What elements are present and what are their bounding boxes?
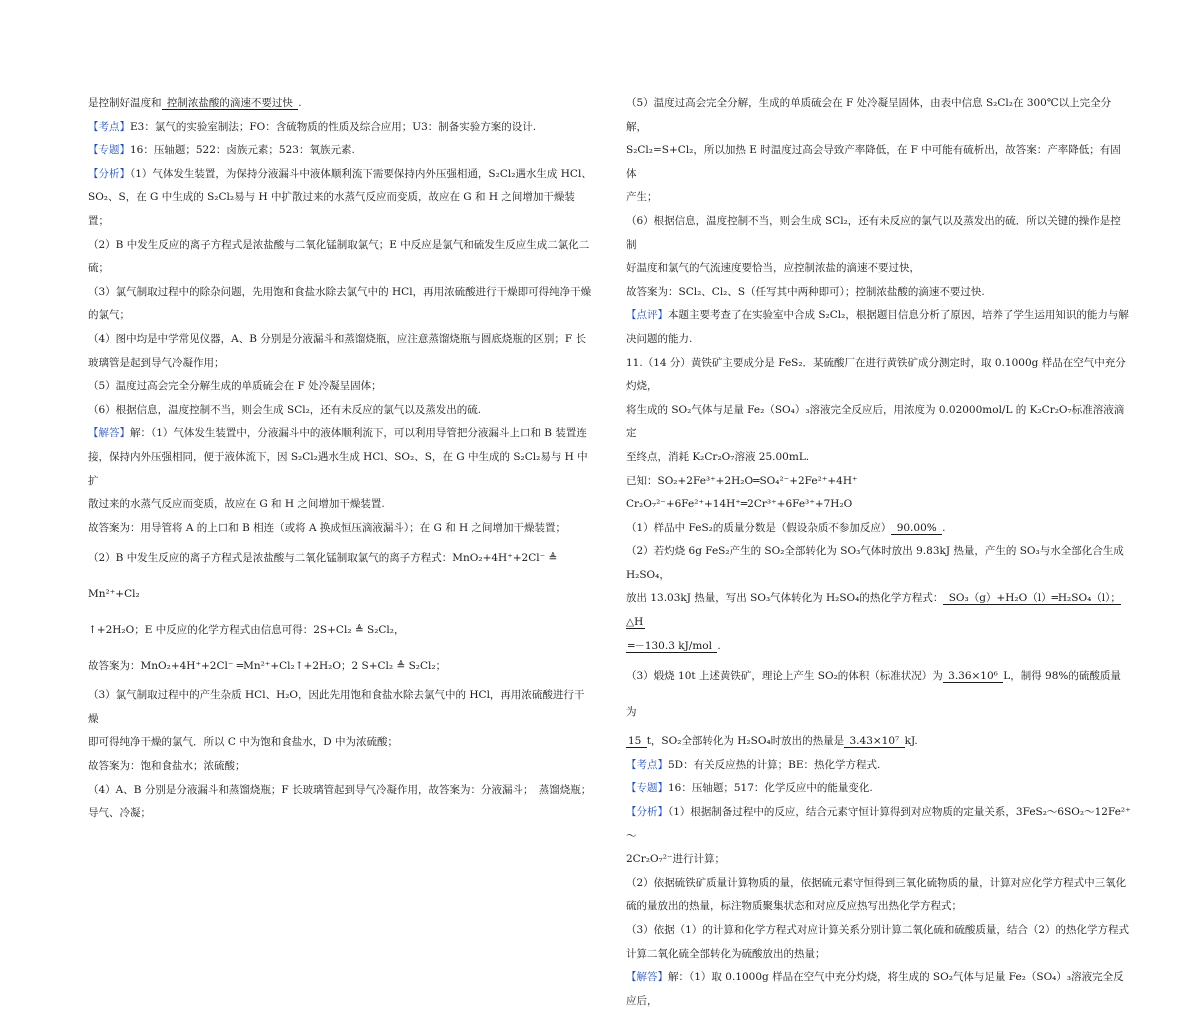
line-text: （2）依据硫铁矿质量计算物质的量，依据硫元素守恒得到三氧化硫物质的量，计算对应化学方程式中三氧化 bbox=[626, 876, 1127, 889]
text-line bbox=[88, 684, 592, 731]
text-line bbox=[626, 658, 1131, 730]
text-line bbox=[626, 186, 1131, 210]
line-text: （2）B 中发生反应的离子方程式是浓盐酸与二氧化锰制取氯气的离子方程式：MnO₂+4H⁺+2Cl⁻ ≜ Mn²⁺+Cl₂ bbox=[88, 552, 558, 601]
answer-blank: ═－130.3 kJ/mol bbox=[628, 639, 716, 652]
line-text: （6）根据信息，温度控制不当，则会生成 SCl₂，还有未反应的氯气以及蒸发出的硫．所以关键的操作是控制 bbox=[626, 214, 1121, 251]
section-tag: 【专题】 bbox=[626, 782, 668, 795]
line-text: SO₂、S，在 G 中生成的 S₂Cl₂易与 H 中扩散过来的水蒸气反应而变质，故应在 G 和 H 之间增加干燥装置； bbox=[88, 191, 575, 227]
left-column bbox=[88, 92, 592, 826]
section-tag: 【考点】 bbox=[626, 758, 668, 771]
text-line bbox=[88, 304, 592, 328]
text-line bbox=[626, 848, 1131, 872]
text-line bbox=[88, 163, 592, 187]
line-text: 的氯气； bbox=[88, 309, 130, 322]
section-tag: 【解答】 bbox=[626, 971, 668, 984]
line-text: kJ. bbox=[904, 735, 918, 748]
section-tag: 【专题】 bbox=[88, 144, 130, 157]
line-text: （3）氯气制取过程中的除杂问题，先用饱和食盐水除去氯气中的 HCl，再用浓硫酸进行干燥即可得纯净干燥 bbox=[88, 285, 592, 298]
section-tag: 【点评】 bbox=[626, 309, 668, 322]
text-line bbox=[88, 92, 592, 116]
line-text: ↑+2H₂O；E 中反应的化学方程式由信息可得：2S+Cl₂ ≜ S₂Cl₂， bbox=[88, 624, 405, 637]
line-text: 接，保持内外压强相同，便于液体流下，因 S₂Cl₂遇水生成 HCl、SO₂、S，在 G 中生成的 S₂Cl₂易与 H 中扩 bbox=[88, 450, 588, 487]
line-text: 故答案为：MnO₂+4H⁺+2Cl⁻ ═Mn²⁺+Cl₂↑+2H₂O；2 S+Cl₂ ≜ S₂Cl₂； bbox=[88, 660, 447, 673]
line-text: . bbox=[717, 639, 721, 652]
text-line bbox=[88, 422, 592, 446]
right-column bbox=[626, 92, 1131, 1013]
line-text: 决问题的能力. bbox=[626, 332, 693, 345]
line-text: 产生； bbox=[626, 191, 658, 204]
line-text: 好温度和氯气的气流速度要恰当，应控制浓盐的滴速不要过快， bbox=[626, 262, 920, 275]
text-line bbox=[88, 493, 592, 517]
text-line bbox=[626, 966, 1131, 1013]
text-line bbox=[88, 517, 592, 541]
text-line bbox=[626, 210, 1131, 257]
line-text: 16：压轴题；517：化学反应中的能量变化. bbox=[668, 782, 873, 795]
text-line bbox=[626, 635, 1131, 659]
text-line bbox=[88, 352, 592, 376]
line-text: 至终点，消耗 K₂Cr₂O₇溶液 25.00mL. bbox=[626, 450, 810, 463]
text-line bbox=[626, 281, 1131, 305]
text-line bbox=[88, 399, 592, 423]
line-text: 解：（1）气体发生装置中，分液漏斗中的液体顺利流下，可以利用导管把分液漏斗上口和 B 装置连 bbox=[130, 427, 587, 440]
text-line bbox=[626, 399, 1131, 446]
line-text: （6）根据信息，温度控制不当，则会生成 SCl₂，还有未反应的氯气以及蒸发出的硫. bbox=[88, 403, 482, 416]
line-text: （5）温度过高会完全分解生成的单质硫会在 F 处冷凝呈固体； bbox=[88, 380, 382, 393]
text-line bbox=[626, 540, 1131, 587]
line-text: 散过来的水蒸气反应而变质，故应在 G 和 H 之间增加干燥装置. bbox=[88, 498, 385, 511]
line-text: 玻璃管是起到导气冷凝作用； bbox=[88, 356, 225, 369]
line-text: 故答案为：饱和食盐水；浓硫酸； bbox=[88, 760, 246, 773]
line-text: S₂Cl₂=S+Cl₂，所以加热 E 时温度过高会导致产率降低，在 F 中可能有硫析出，故答案：产率降低；有固体 bbox=[626, 144, 1121, 180]
text-line bbox=[88, 281, 592, 305]
text-line bbox=[88, 139, 592, 163]
text-line bbox=[88, 612, 592, 648]
line-text: 计算二氧化硫全部转化为硫酸放出的热量； bbox=[626, 947, 826, 960]
text-line bbox=[88, 186, 592, 233]
text-line bbox=[626, 943, 1131, 967]
line-text: （1）样品中 FeS₂的质量分数是（假设杂质不参加反应） bbox=[626, 521, 892, 534]
line-text: Cr₂O₇²⁻+6Fe²⁺+14H⁺═2Cr³⁺+6Fe³⁺+7H₂O bbox=[626, 498, 853, 511]
text-line bbox=[88, 779, 592, 803]
line-text: 是控制好温度和 bbox=[88, 97, 162, 109]
answer-blank: 3.43×10⁷ bbox=[846, 735, 903, 748]
section-tag: 【分析】 bbox=[626, 806, 668, 819]
answer-blank: 3.36×10⁶ bbox=[944, 670, 1002, 683]
text-line bbox=[626, 328, 1131, 352]
text-line bbox=[626, 304, 1131, 328]
line-text: （4）A、B 分别是分液漏斗和蒸馏烧瓶；F 长玻璃管起到导气冷凝作用，故答案为：分液漏斗； 蒸馏烧瓶； bbox=[88, 783, 592, 796]
text-line bbox=[626, 777, 1131, 801]
text-line bbox=[626, 919, 1131, 943]
text-line bbox=[88, 755, 592, 779]
line-text: 硫的量放出的热量，标注物质聚集状态和对应反应热写出热化学方程式； bbox=[626, 900, 962, 913]
line-text: L，制得 98%的硫酸质量为 bbox=[626, 670, 1121, 719]
line-text: （3）氯气制取过程中的产生杂质 HCl、H₂O，因此先用饱和食盐水除去氯气中的 HCl，再用浓硫酸进行干燥 bbox=[88, 689, 585, 725]
text-line bbox=[88, 234, 592, 258]
text-line bbox=[88, 257, 592, 281]
text-line bbox=[626, 352, 1131, 399]
text-line bbox=[88, 731, 592, 755]
text-line bbox=[88, 375, 592, 399]
line-text: 故答案为：SCl₂、Cl₂、S（任写其中两种即可）；控制浓盐酸的滴速不要过快. bbox=[626, 285, 985, 298]
line-text: E3：氯气的实验室制法；FO：含硫物质的性质及综合应用；U3：制备实验方案的设计. bbox=[130, 120, 537, 133]
text-line bbox=[626, 446, 1131, 470]
text-line bbox=[88, 802, 592, 826]
line-text: 故答案为：用导管将 A 的上口和 B 相连（或将 A 换成恒压滴液漏斗）；在 G 和 H 之间增加干燥装置； bbox=[88, 521, 567, 534]
answer-blank: 90.00% bbox=[893, 521, 941, 534]
text-line bbox=[626, 587, 1131, 634]
text-line bbox=[626, 257, 1131, 281]
line-text: 导气、冷凝； bbox=[88, 807, 151, 820]
text-line bbox=[88, 328, 592, 352]
text-line bbox=[88, 116, 592, 140]
text-line bbox=[626, 872, 1131, 896]
text-line bbox=[626, 517, 1131, 541]
text-line bbox=[626, 754, 1131, 778]
text-line bbox=[626, 730, 1131, 754]
text-line bbox=[88, 648, 592, 684]
line-text: （3）依据（1）的计算和化学方程式对应计算关系分别计算二氧化硫和硫酸质量，结合（2）的热化学方程式 bbox=[626, 924, 1130, 936]
line-text: （2）若灼烧 6g FeS₂产生的 SO₂全部转化为 SO₃气体时放出 9.83kJ 热量，产生的 SO₃与水全部化合生成 H₂SO₄， bbox=[626, 545, 1124, 581]
text-line bbox=[626, 895, 1131, 919]
line-text: t，SO₂全部转化为 H₂SO₄时放出的热量是 bbox=[646, 735, 845, 748]
line-text: （1）气体发生装置，为保持分液漏斗中液体顺利流下需要保持内外压强相通，S₂Cl₂遇水生成 HCl、 bbox=[130, 167, 592, 180]
line-text: 放出 13.03kJ 热量，写出 SO₃气体转化为 H₂SO₄的热化学方程式： bbox=[626, 592, 944, 605]
answer-blank: 控制浓盐酸的滴速不要过快 bbox=[163, 97, 297, 109]
line-text: 2Cr₂O₇²⁻进行计算； bbox=[626, 853, 726, 866]
answer-blank: 15 bbox=[628, 735, 645, 748]
text-line bbox=[626, 139, 1131, 186]
line-text: （4）图中均是中学常见仪器，A、B 分别是分液漏斗和蒸馏烧瓶，应注意蒸馏烧瓶与圆底烧瓶的区别；F 长 bbox=[88, 332, 586, 345]
text-line bbox=[626, 470, 1131, 494]
section-tag: 【考点】 bbox=[88, 120, 130, 133]
line-text: 5D：有关反应热的计算；BE：热化学方程式. bbox=[668, 758, 881, 771]
line-text: . bbox=[298, 97, 302, 109]
answer-blank: SO₃（g）+H₂O（l）═H₂SO₄（l）；△H bbox=[626, 592, 1121, 629]
line-text: （2）B 中发生反应的离子方程式是浓盐酸与二氧化锰制取氯气；E 中反应是氯气和硫发生反应生成二氯化二 bbox=[88, 238, 590, 251]
line-text: . bbox=[942, 521, 946, 534]
line-text: 11.（14 分）黄铁矿主要成分是 FeS₂．某硫酸厂在进行黄铁矿成分测定时，取 0.1000g 样品在空气中充分灼烧， bbox=[626, 356, 1126, 393]
line-text: 将生成的 SO₂气体与足量 Fe₂（SO₄）₃溶液完全反应后，用浓度为 0.02000mol/L 的 K₂Cr₂O₇标准溶液滴定 bbox=[626, 403, 1125, 440]
text-line bbox=[88, 446, 592, 493]
section-tag: 【解答】 bbox=[88, 427, 130, 440]
text-line bbox=[626, 92, 1131, 139]
line-text: 本题主要考查了在实验室中合成 S₂Cl₂，根据题目信息分析了原因，培养了学生运用知识的能力与解 bbox=[668, 309, 1129, 322]
line-text: 解：（1）取 0.1000g 样品在空气中充分灼烧，将生成的 SO₂气体与足量 Fe₂（SO₄）₃溶液完全反应后， bbox=[626, 971, 1124, 1007]
line-text: 已知：SO₂+2Fe³⁺+2H₂O═SO₄²⁻+2Fe²⁺+4H⁺ bbox=[626, 474, 858, 487]
line-text: （1）根据制备过程中的反应，结合元素守恒计算得到对应物质的定量关系，3FeS₂～6SO₂～12Fe²⁺～ bbox=[626, 806, 1131, 842]
text-line bbox=[88, 540, 592, 612]
text-line bbox=[626, 801, 1131, 848]
line-text: （3）煅烧 10t 上述黄铁矿，理论上产生 SO₂的体积（标准状况）为 bbox=[626, 670, 943, 683]
line-text: （5）温度过高会完全分解，生成的单质硫会在 F 处冷凝呈固体，由表中信息 S₂Cl₂在 300℃以上完全分解， bbox=[626, 97, 1112, 133]
section-tag: 【分析】 bbox=[88, 167, 130, 180]
text-line bbox=[626, 493, 1131, 517]
line-text: 16：压轴题；522：卤族元素；523：氧族元素. bbox=[130, 144, 355, 157]
line-text: 硫； bbox=[88, 262, 109, 275]
line-text: 即可得纯净干燥的氯气．所以 C 中为饱和食盐水，D 中为浓硫酸； bbox=[88, 736, 398, 749]
